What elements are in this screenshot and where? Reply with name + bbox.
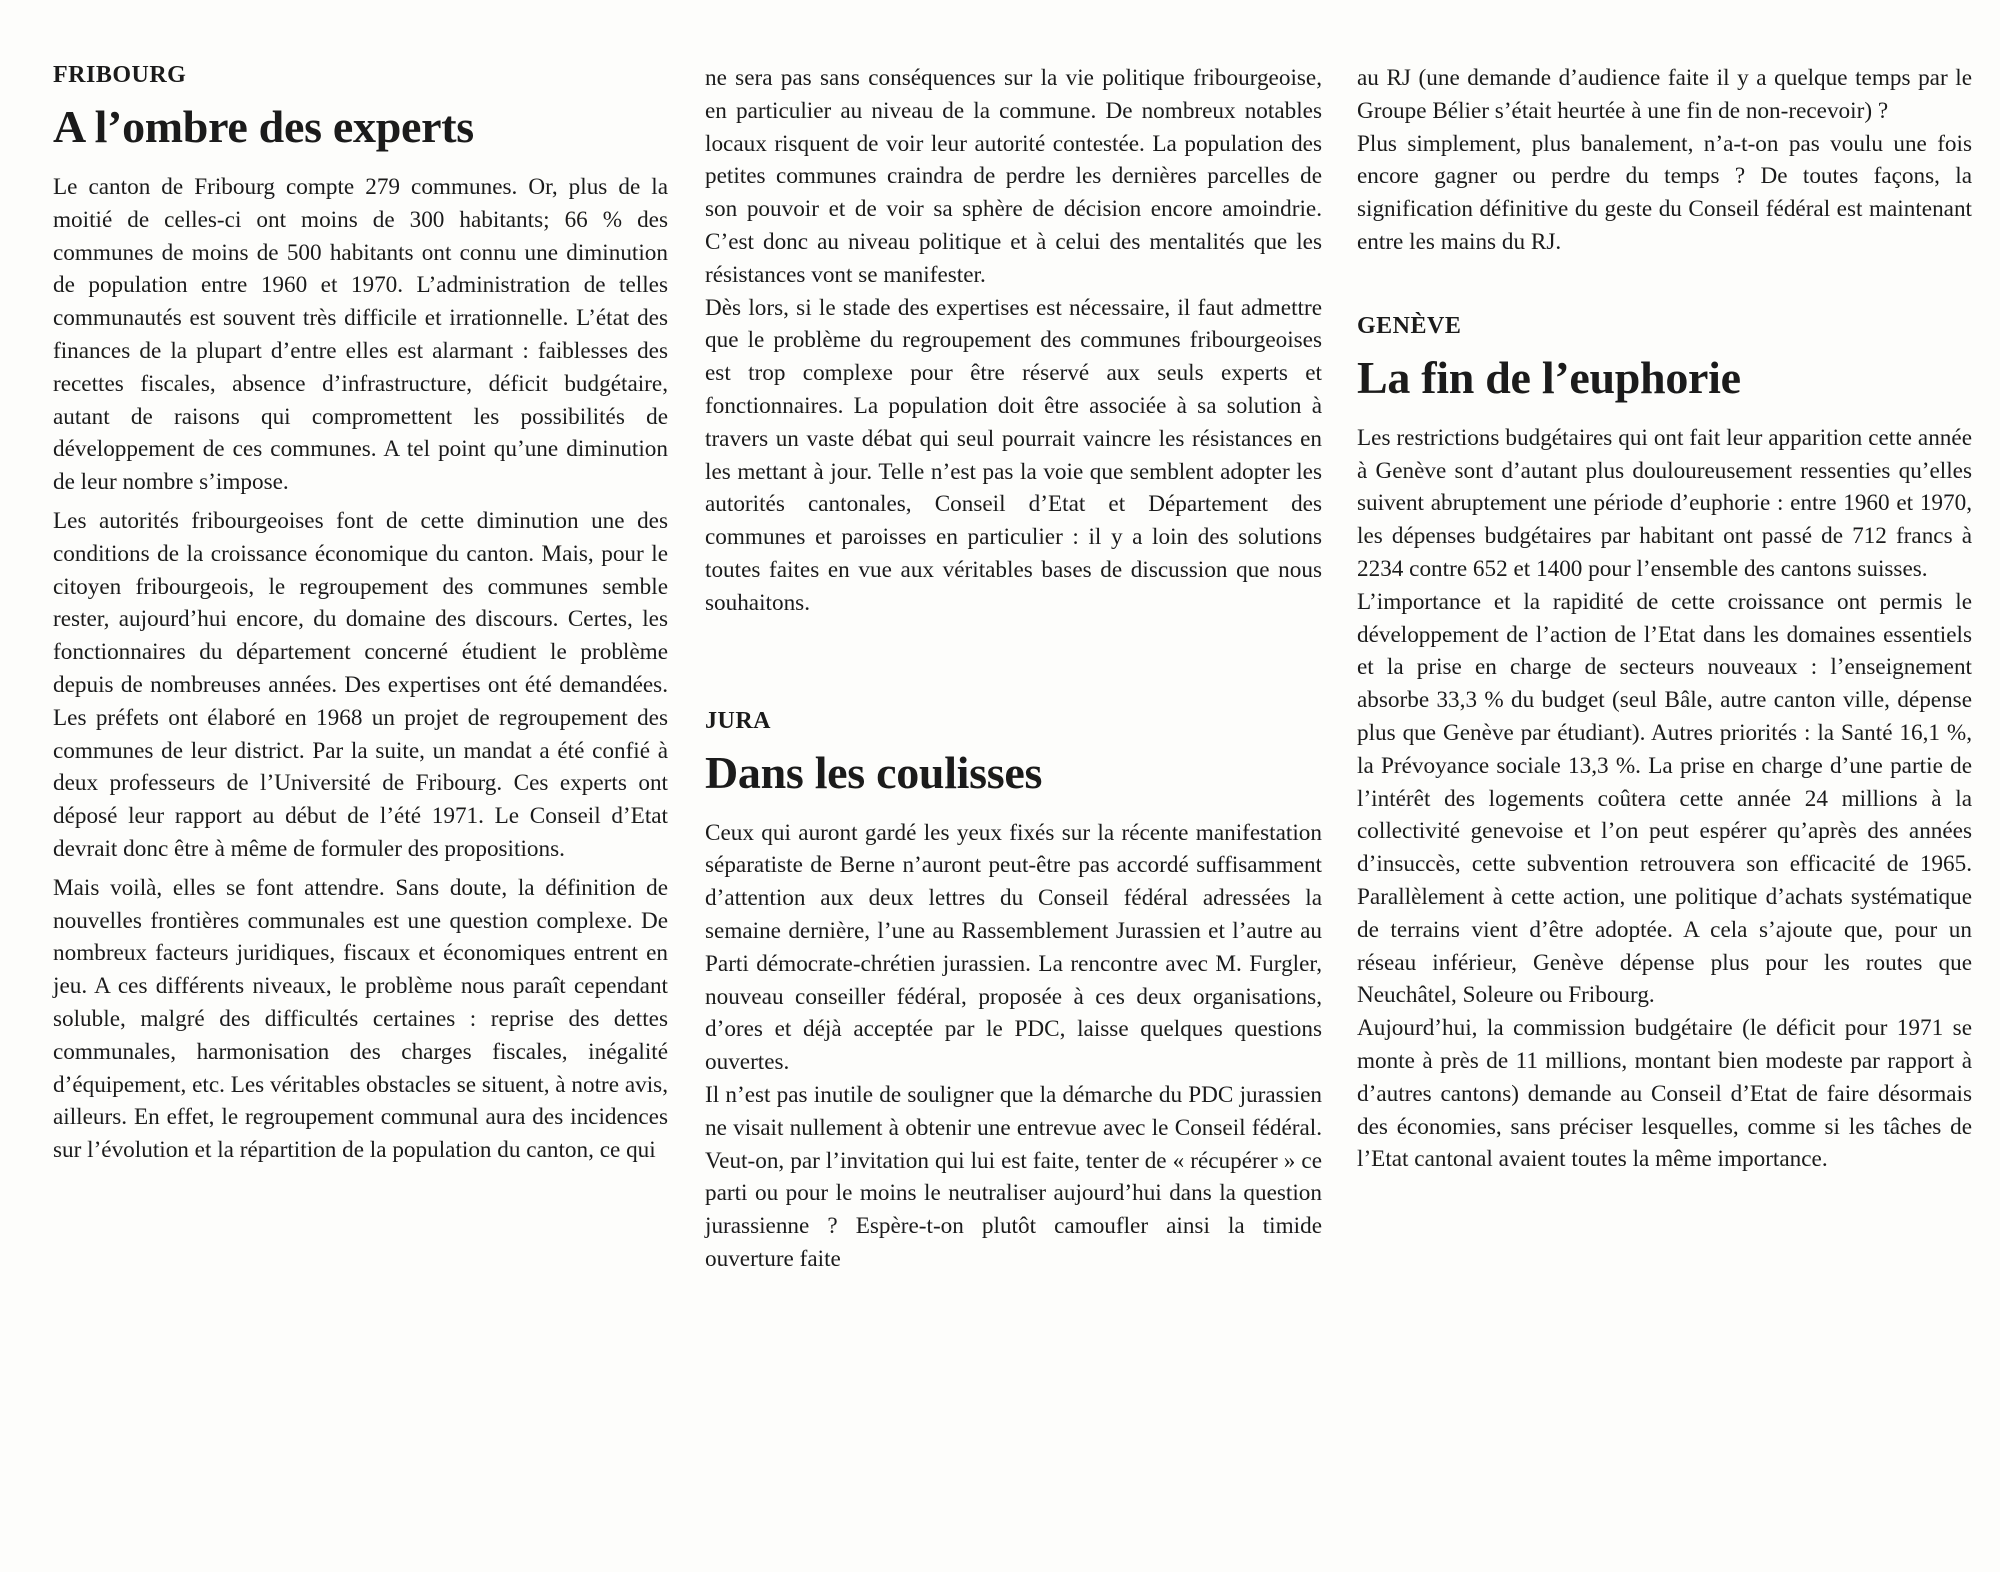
article-fribourg-continued	[705, 62, 1322, 620]
headline-jura: Dans les coulisses	[705, 746, 1043, 798]
paragraph: Les restrictions budgétaires qui ont fait leur apparition cette année à Genève sont d’autant plus douloureusement ressenties qu’elles suivent abruptement une période d’euphorie : entre 1960 et 1970, les dépenses budgétaires par habitant ont passé de 712 francs à 2234 contre 652 et 1400 pour l’ensemble des cantons suisses.	[1357, 424, 1972, 582]
paragraph: Ceux qui auront gardé les yeux fixés sur la récente manifestation séparatiste de Berne n’auront peut-être pas accordé suffisamment d’attention aux deux lettres du Conseil fédéral adressées la semaine dernière, l’une au Rassemblement Jurassien et l’autre au Parti démocrate-chrétien jurassien. La rencontre avec M. Furgler, nouveau conseiller fédéral, proposée à ces deux organisations, d’ores et déjà acceptée par le PDC, laisse quelques questions ouvertes.	[705, 819, 1322, 1076]
headline-geneve: La fin de l’euphorie	[1357, 352, 1741, 404]
kicker-fribourg: FRIBOURG	[53, 62, 187, 88]
paragraph: Mais voilà, elles se font attendre. Sans doute, la définition de nouvelles frontières communales est une question complexe. De nombreux facteurs juridiques, fiscaux et économiques entrent en jeu. A ces différents niveaux, le problème nous paraît cependant soluble, malgré des difficultés certaines : reprise des dettes communales, harmonisation des charges fiscales, inégalité d’équipement, etc. Les véritables obstacles se situent, à notre avis, ailleurs. En effet, le regroupement communal aura des incidences sur l’évolution et la répartition de la population du canton, ce qui	[53, 874, 668, 1164]
kicker-jura: JURA	[705, 707, 771, 734]
paragraph: Dès lors, si le stade des expertises est nécessaire, il faut admettre que le problème du regroupement des communes fribourgeoises est trop complexe pour être réservé aux seuls experts et fonctionnaires. La population doit être associée à sa solution à travers un vaste débat qui seul pourrait vaincre les résistances en les mettant à jour. Telle n’est pas la voie que semblent adopter les autorités cantonales, Conseil d’Etat et Département des communes et paroisses en particulier : il y a loin des solutions toutes faites en vue aux véritables bases de discussion que nous souhaitons.	[705, 294, 1322, 616]
paragraph: Les autorités fribourgeoises font de cette diminution une des conditions de la croissance économique du canton. Mais, pour le citoyen fribourgeois, le regroupement des communes semble rester, aujourd’hui encore, du domaine des discours. Certes, les fonctionnaires du département concerné étudient le problème depuis de nombreuses années. Des expertises ont été demandées. Les préfets ont élaboré en 1968 un projet de regroupement des communes de leur district. Par la suite, un mandat a été confié à deux professeurs de l’Université de Fribourg. Ces experts ont déposé leur rapport au début de l’été 1971. Le Conseil d’Etat devrait donc être à même de formuler des propositions.	[53, 507, 668, 862]
paragraph: L’importance et la rapidité de cette croissance ont permis le développement de l’action de l’Etat dans les domaines essentiels et la prise en charge de secteurs nouveaux : l’enseignement absorbe 33,3 % du budget (seul Bâle, autre canton ville, dépense plus que Genève par étudiant). Autres priorités : la Santé 16,1 %, la Prévoyance sociale 13,3 %. La prise en charge d’une partie de l’intérêt des logements coûtera cette année 24 millions à la collectivité genevoise et l’on peut espérer qu’après des années d’insuccès, cette subvention retrouvera son efficacité de 1965. Parallèlement à cette action, une politique d’achats systématique de terrains vient d’être adoptée. A cela s’ajoute que, pour un réseau inférieur, Genève dépense plus pour les routes que Neuchâtel, Soleure ou Fribourg.	[1357, 588, 1972, 1009]
headline-fribourg: A l’ombre des experts	[53, 101, 474, 153]
paragraph: Aujourd’hui, la commission budgétaire (le déficit pour 1971 se monte à près de 11 millions, montant bien modeste par rapport à d’autres cantons) demande au Conseil d’Etat de faire désormais des économies, sans préciser lesquelles, comme si les tâches de l’Etat cantonal avaient toutes la même importance.	[1357, 1015, 1972, 1173]
paragraph: au RJ (une demande d’audience faite il y a quelque temps par le Groupe Bélier s’était heurtée à une fin de non-recevoir) ?	[1357, 65, 1972, 124]
column-2	[705, 62, 1322, 1276]
article-jura-continued	[1357, 62, 1972, 259]
paragraph: ne sera pas sans conséquences sur la vie politique fribourgeoise, en particulier au niveau de la commune. De nombreux notables locaux risquent de voir leur autorité contestée. La population des petites communes craindra de perdre les dernières parcelles de son pouvoir et de voir sa sphère de décision encore amoindrie. C’est donc au niveau politique et à celui des mentalités que les résistances vont se manifester.	[705, 65, 1322, 288]
article-geneve	[1357, 313, 1972, 1176]
article-jura	[705, 708, 1322, 1276]
paragraph: Le canton de Fribourg compte 279 communes. Or, plus de la moitié de celles-ci ont moins de 300 habitants; 66 % des communes de moins de 500 habitants ont connu une diminution de population entre 1960 et 1970. L’administration de telles communautés est souvent très difficile et irrationnelle. L’état des finances de la plupart d’entre elles est alarmant : faiblesses des recettes fiscales, absence d’infrastructure, déficit budgétaire, autant de raisons qui compromettent les possibilités de développement de ces communes. A tel point qu’une diminution de leur nombre s’impose.	[53, 173, 668, 496]
paragraph: Il n’est pas inutile de souligner que la démarche du PDC jurassien ne visait nullement à obtenir une entrevue avec le Conseil fédéral. Veut-on, par l’invitation qui lui est faite, tenter de « récupérer » ce parti ou pour le moins le neutraliser aujourd’hui dans la question jurassienne ? Espère-t-on plutôt camoufler ainsi la timide ouverture faite	[705, 1081, 1322, 1272]
column-1	[53, 62, 668, 1167]
article-fribourg	[53, 62, 668, 1167]
paragraph: Plus simplement, plus banalement, n’a-t-on pas voulu une fois encore gagner ou perdre du temps ? De toutes façons, la signification définitive du geste du Conseil fédéral est maintenant entre les mains du RJ.	[1357, 130, 1972, 255]
kicker-geneve: GENÈVE	[1357, 312, 1462, 339]
column-3	[1357, 62, 1972, 1176]
